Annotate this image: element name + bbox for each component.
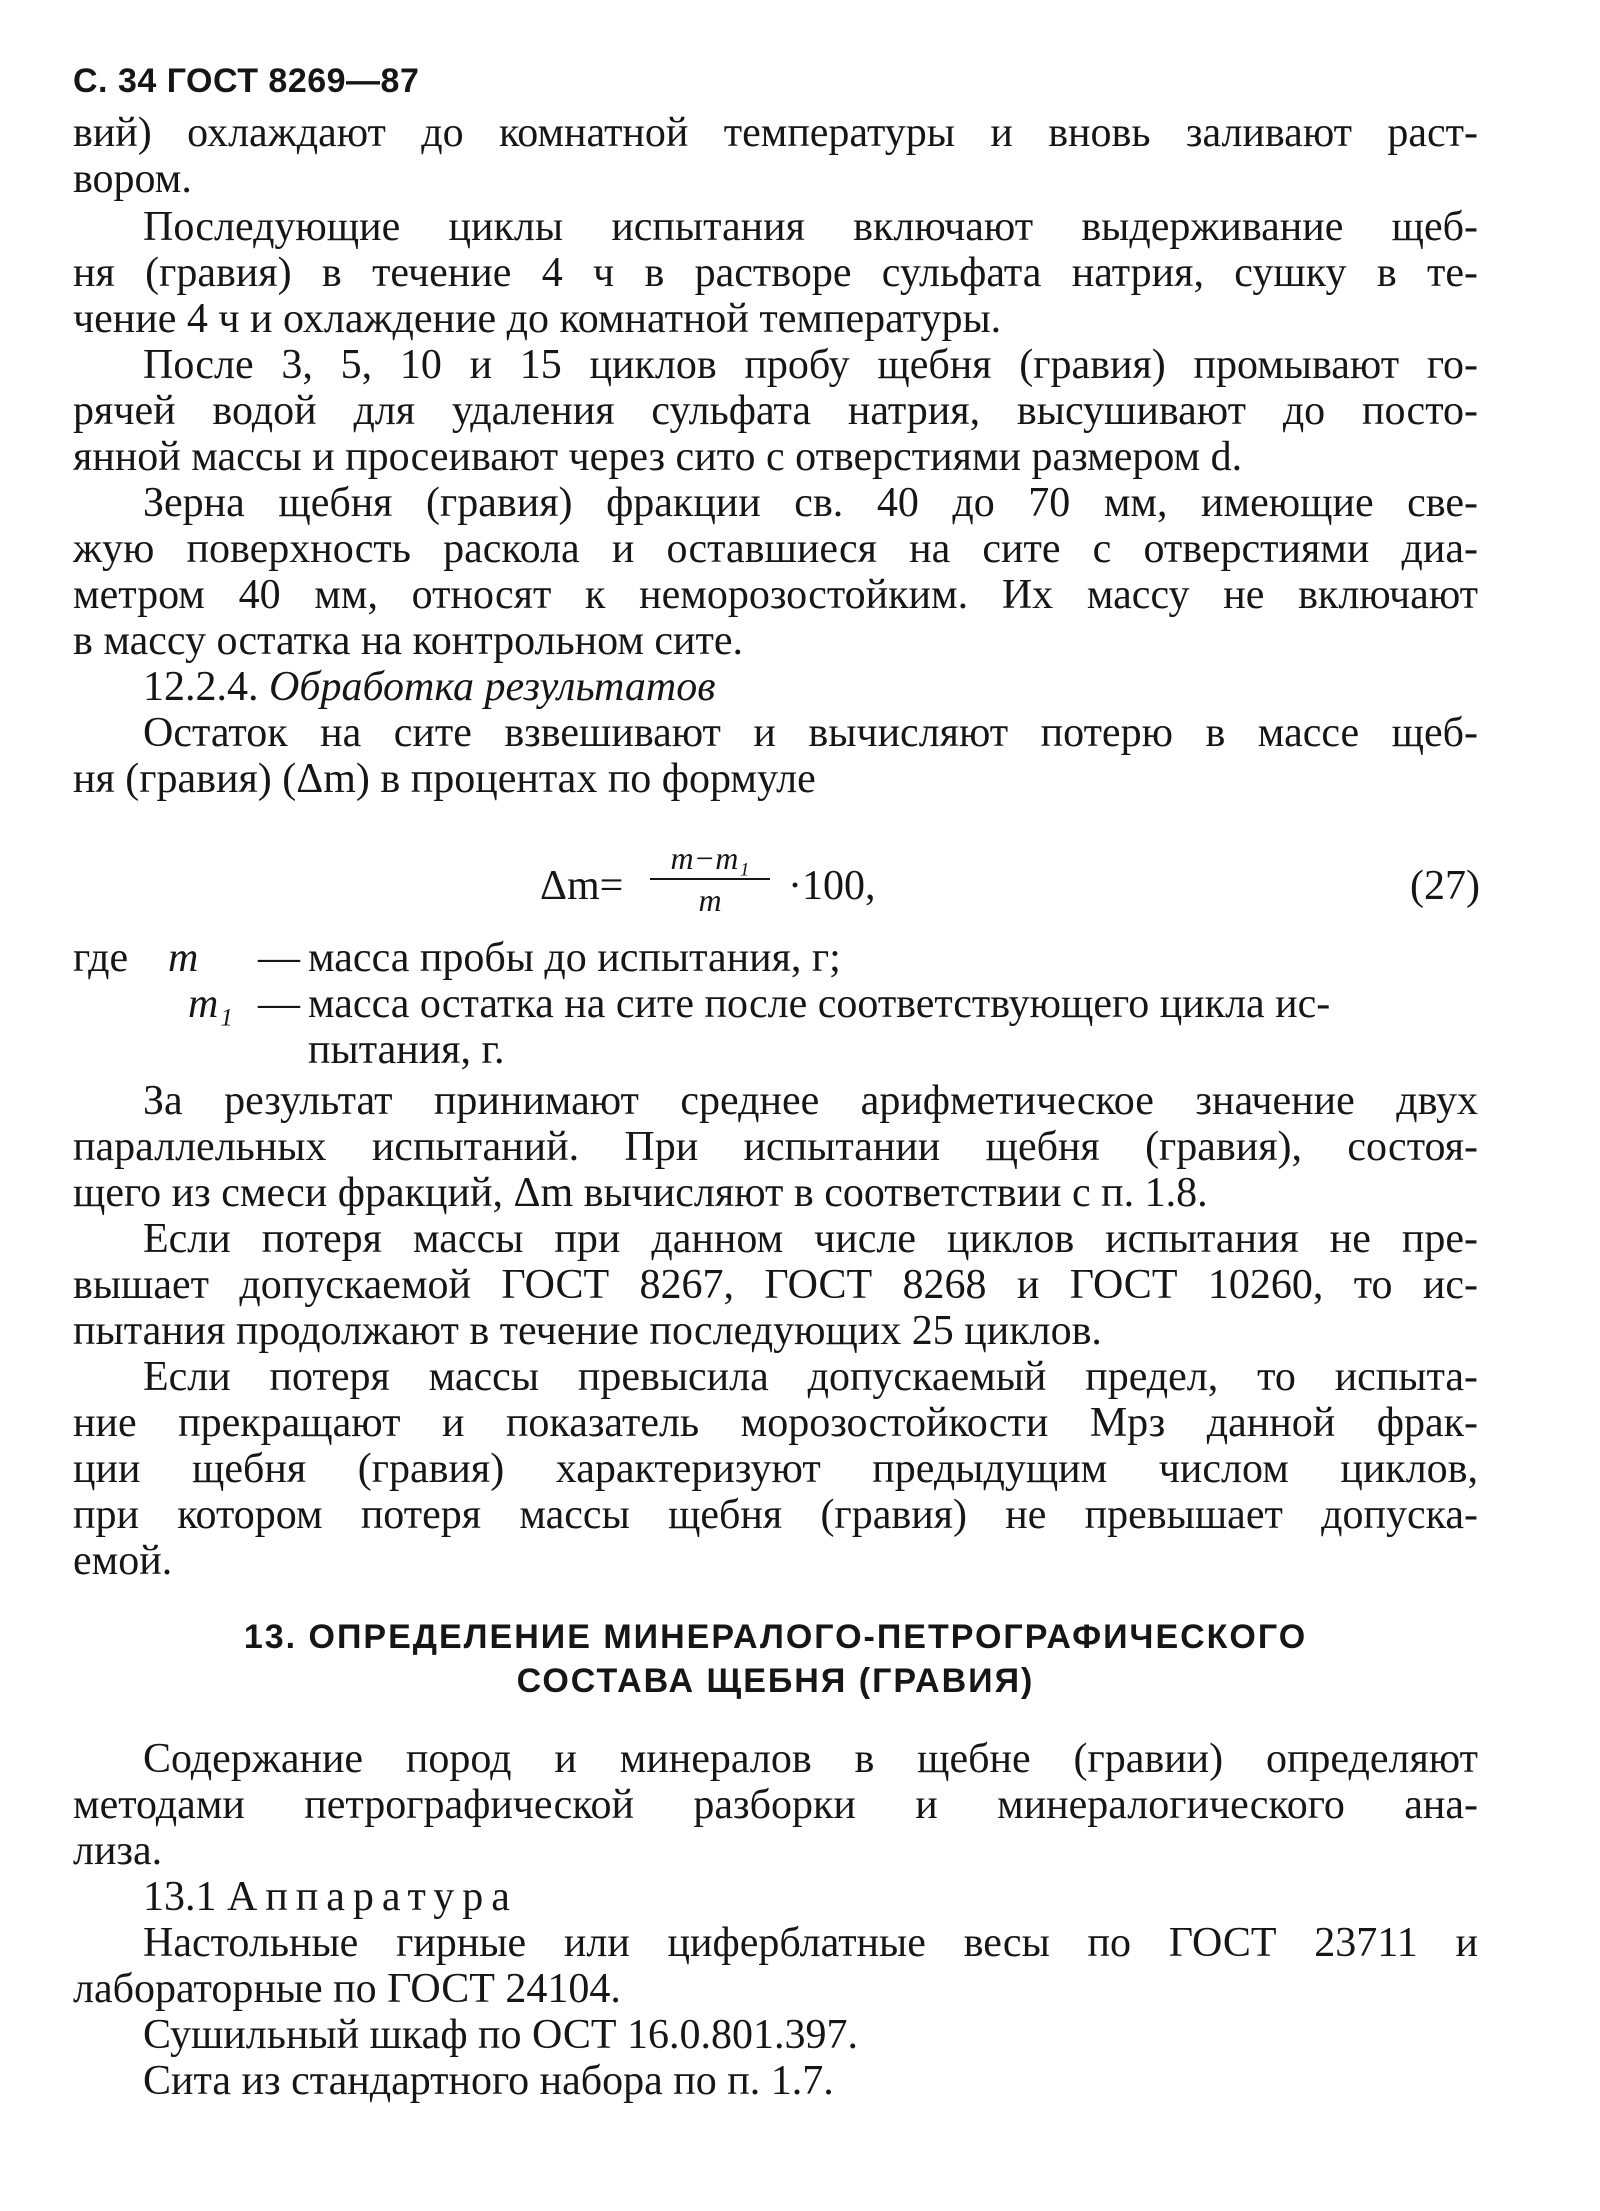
variable-symbol: m xyxy=(168,935,199,981)
page-header: С. 34 ГОСТ 8269—87 xyxy=(73,62,420,100)
text-line: После 3, 5, 10 и 15 циклов пробу щебня (гравия) промывают го- xyxy=(143,342,1478,388)
text-line: ции щебня (гравия) характеризуют предыдущим числом циклов, xyxy=(73,1446,1478,1492)
definition-row xyxy=(73,981,1478,1027)
text-line: чение 4 ч и охлаждение до комнатной температуры. xyxy=(73,296,1002,342)
paragraph-8 xyxy=(73,1354,1478,1584)
variable-symbol: m₁ xyxy=(188,981,233,1027)
paragraph-1 xyxy=(73,110,1478,202)
formula-numerator: m−m₁ xyxy=(670,840,750,876)
subsection-number: 12.2.4. xyxy=(143,664,259,710)
variable-definitions xyxy=(73,935,1478,1073)
text-line: метром 40 мм, относят к неморозостойким. Их массу не включают xyxy=(73,572,1478,618)
paragraph-6 xyxy=(73,1078,1478,1216)
text-line: Настольные гирные или циферблатные весы по ГОСТ 23711 и xyxy=(143,1920,1478,1966)
text-line: Содержание пород и минералов в щебне (гравии) определяют xyxy=(143,1736,1478,1782)
section-title-line: СОСТАВА ЩЕБНЯ (ГРАВИЯ) xyxy=(516,1662,1035,1700)
definition-row xyxy=(73,935,1478,981)
text-line: пытания продолжают в течение последующих 25 циклов. xyxy=(73,1308,1102,1354)
text-line: жую поверхность раскола и оставшиеся на сите с отверстиями диа- xyxy=(73,526,1478,572)
paragraph-5 xyxy=(73,710,1478,802)
formula-27 xyxy=(530,840,1480,930)
subsection-title: Обработка результатов xyxy=(269,664,716,710)
formula-lhs: Δm= xyxy=(540,863,624,909)
formula-number: (27) xyxy=(1410,863,1480,909)
definition-text: пытания, г. xyxy=(308,1027,505,1073)
section-13-title xyxy=(73,1615,1478,1703)
subsection-13-1-heading xyxy=(73,1874,1478,1920)
paragraph-2 xyxy=(73,204,1478,342)
definition-row xyxy=(73,1027,1478,1073)
text-line: За результат принимают среднее арифметическое значение двух xyxy=(143,1078,1478,1124)
formula-fraction xyxy=(650,840,770,918)
text-line: Если потеря массы превысила допускаемый предел, то испыта- xyxy=(143,1354,1478,1400)
subsection-heading xyxy=(73,664,1478,710)
section-title-line: 13. ОПРЕДЕЛЕНИЕ МИНЕРАЛОГО-ПЕТРОГРАФИЧЕСКОГО xyxy=(243,1618,1308,1656)
text-line: вий) охлаждают до комнатной температуры и вновь заливают раст- xyxy=(73,110,1478,156)
definition-dash: — xyxy=(258,935,300,981)
text-line: ние прекращают и показатель морозостойкости Мрз данной фрак- xyxy=(73,1400,1478,1446)
text-line: в массу остатка на контрольном сите. xyxy=(73,618,744,664)
paragraph-4 xyxy=(73,480,1478,664)
where-label: где xyxy=(73,935,129,981)
formula-rhs: ·100, xyxy=(788,863,876,909)
text-line: Остаток на сите взвешивают и вычисляют потерю в массе щеб- xyxy=(143,710,1478,756)
text-line: рячей водой для удаления сульфата натрия, высушивают до посто- xyxy=(73,388,1478,434)
text-line: при котором потеря массы щебня (гравия) не превышает допуска- xyxy=(73,1492,1478,1538)
paragraph-3 xyxy=(73,342,1478,480)
paragraph-9 xyxy=(73,1736,1478,1874)
formula-denominator: m xyxy=(698,882,722,918)
text-line: Зерна щебня (гравия) фракции св. 40 до 70 мм, имеющие све- xyxy=(143,480,1478,526)
text-line: емой. xyxy=(73,1538,173,1584)
text-line: Сушильный шкаф по ОСТ 16.0.801.397. xyxy=(143,2012,859,2058)
text-line: янной массы и просеивают через сито с отверстиями размером d. xyxy=(73,434,1243,480)
text-line: параллельных испытаний. При испытании щебня (гравия), состоя- xyxy=(73,1124,1478,1170)
text-line: Если потеря массы при данном числе циклов испытания не пре- xyxy=(143,1216,1478,1262)
subsection-number: 13.1 xyxy=(143,1874,217,1920)
definition-dash: — xyxy=(258,981,300,1027)
text-line: лиза. xyxy=(73,1828,163,1874)
text-line: Сита из стандартного набора по п. 1.7. xyxy=(143,2058,834,2104)
fraction-bar xyxy=(650,878,770,880)
definition-text: масса остатка на сите после соответствующего цикла ис- xyxy=(308,981,1331,1027)
text-line: лабораторные по ГОСТ 24104. xyxy=(73,1966,621,2012)
text-line: вором. xyxy=(73,156,192,202)
text-line: методами петрографической разборки и минералогического ана- xyxy=(73,1782,1478,1828)
text-line: Последующие циклы испытания включают выдерживание щеб- xyxy=(143,204,1478,250)
text-line: вышает допускаемой ГОСТ 8267, ГОСТ 8268 и ГОСТ 10260, то ис- xyxy=(73,1262,1478,1308)
subsection-title: Аппаратура xyxy=(227,1874,518,1920)
definition-text: масса пробы до испытания, г; xyxy=(308,935,841,981)
paragraph-7 xyxy=(73,1216,1478,1354)
paragraph-10 xyxy=(73,1920,1478,2104)
text-line: ня (гравия) в течение 4 ч в растворе сульфата натрия, сушку в те- xyxy=(73,250,1478,296)
text-line: щего из смеси фракций, Δm вычисляют в соответствии с п. 1.8. xyxy=(73,1170,1208,1216)
text-line: ня (гравия) (Δm) в процентах по формуле xyxy=(73,756,816,802)
